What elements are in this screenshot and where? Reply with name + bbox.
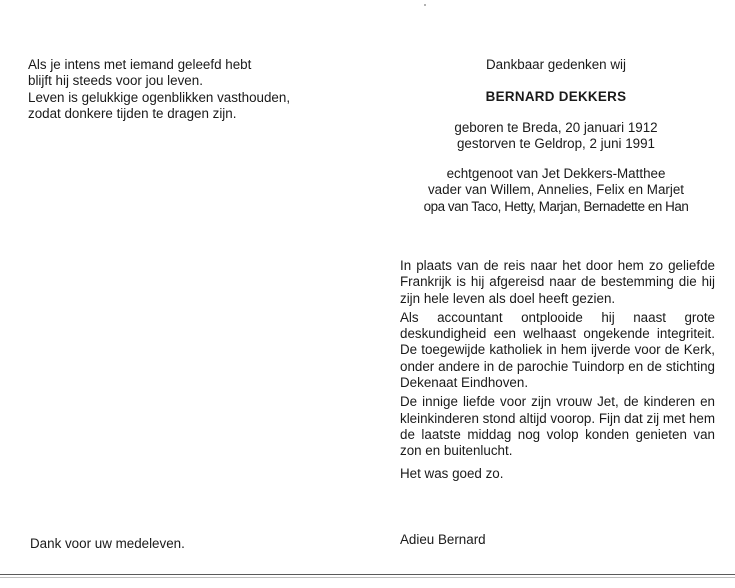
- thanks-for-sympathy: Dank voor uw medeleven.: [30, 536, 185, 551]
- deceased-name: BERNARD DEKKERS: [485, 89, 627, 105]
- bottom-edge-line: [0, 574, 735, 575]
- memorial-paragraph: De innige liefde voor zijn vrouw Jet, de kinderen en kleinkinderen stond altijd voorop. Fijn dat zij met hem de laatste middag nog volop konden genieten van zon en buitenlucht.: [400, 394, 715, 459]
- grandchildren-line: opa van Taco, Hetty, Marjan, Bernadette en Han: [423, 198, 689, 214]
- paper-speck: [424, 4, 426, 6]
- memorial-text: [400, 258, 715, 485]
- children-line: vader van Willem, Annelies, Felix en Marjet: [427, 182, 684, 198]
- closing-line: Het was goed zo.: [400, 465, 504, 481]
- memorial-poem: [28, 57, 368, 122]
- memorial-paragraph: Als accountant ontplooide hij naast grote deskundigheid een welhaast ongekende integriteit. De toegewijde katholiek in hem ijverde voor de Kerk, onder andere in de parochie Tuindorp en de stichting Dekenaat Eindhoven.: [400, 309, 715, 391]
- spouse-line: echtgenoot van Jet Dekkers-Matthee: [446, 166, 666, 182]
- farewell-line: Adieu Bernard: [400, 532, 486, 547]
- poem-line: blijft hij steeds voor jou leven.: [28, 73, 203, 89]
- poem-line: Leven is gelukkige ogenblikken vasthouden,: [28, 89, 291, 105]
- remembrance-line: Dankbaar gedenken wij: [486, 57, 626, 72]
- birth-line: geboren te Breda, 20 januari 1912: [454, 119, 658, 135]
- memorial-paragraph: In plaats van de reis naar het door hem zo geliefde Frankrijk is hij afgereisd naar de bestemming die hij zijn hele leven als doel heeft gezien.: [400, 258, 715, 306]
- poem-line: Als je intens met iemand geleefd hebt: [28, 57, 252, 72]
- bottom-edge-shadow: [0, 577, 735, 578]
- poem-line: zodat donkere tijden te dragen zijn.: [28, 105, 237, 121]
- death-line: gestorven te Geldrop, 2 juni 1991: [456, 135, 655, 151]
- memorial-header: [396, 57, 716, 215]
